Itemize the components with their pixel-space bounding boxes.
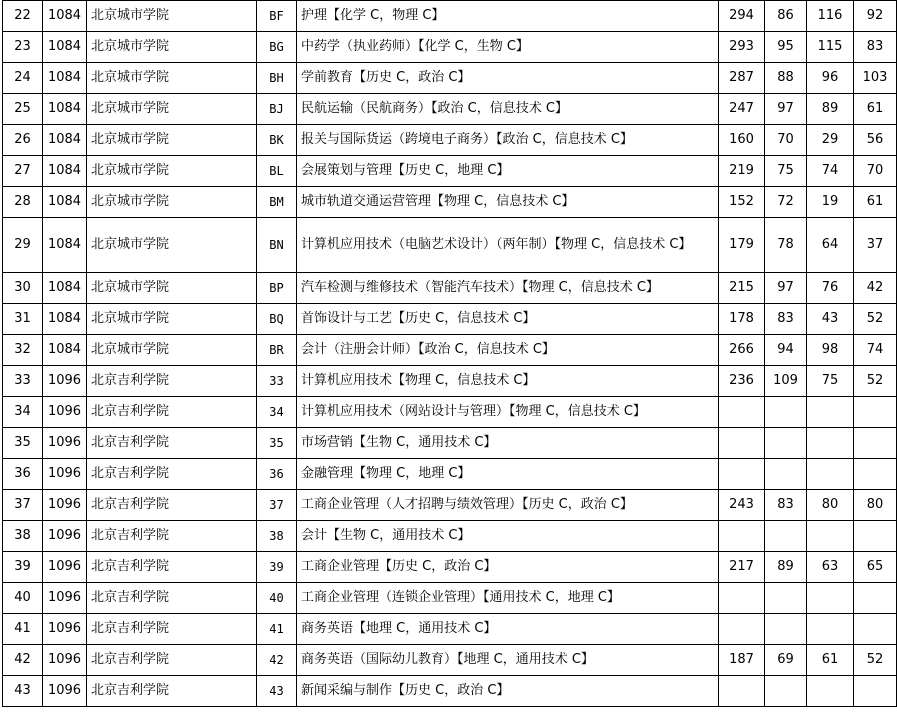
table-row <box>3 125 897 156</box>
row-number-cell: 39 <box>3 552 43 583</box>
school-code-cell: 1084 <box>43 273 87 304</box>
school-code-cell: 1096 <box>43 397 87 428</box>
school-name-cell: 北京吉利学院 <box>87 366 257 397</box>
table-row <box>3 32 897 63</box>
school-code-cell: 1084 <box>43 125 87 156</box>
major-name-cell: 工商企业管理（连锁企业管理）【通用技术 C，地理 C】 <box>297 583 719 614</box>
table-body <box>3 1 897 707</box>
score-2-cell: 29 <box>807 125 854 156</box>
row-number-cell: 25 <box>3 94 43 125</box>
score-3-cell <box>854 397 897 428</box>
row-number-cell: 35 <box>3 428 43 459</box>
score-1-cell: 83 <box>765 490 807 521</box>
table-row <box>3 676 897 707</box>
total-score-cell <box>719 583 765 614</box>
school-code-cell: 1084 <box>43 156 87 187</box>
school-name-cell: 北京吉利学院 <box>87 645 257 676</box>
major-code-cell: 37 <box>257 490 297 521</box>
major-code-cell: BL <box>257 156 297 187</box>
school-code-cell: 1084 <box>43 187 87 218</box>
table-row <box>3 428 897 459</box>
major-name-cell: 会计【生物 C，通用技术 C】 <box>297 521 719 552</box>
table-row <box>3 552 897 583</box>
score-2-cell: 61 <box>807 645 854 676</box>
school-name-cell: 北京城市学院 <box>87 335 257 366</box>
score-1-cell <box>765 583 807 614</box>
score-1-cell: 69 <box>765 645 807 676</box>
total-score-cell: 294 <box>719 1 765 32</box>
row-number-cell: 34 <box>3 397 43 428</box>
major-name-cell: 计算机应用技术（电脑艺术设计）（两年制）【物理 C，信息技术 C】 <box>297 218 719 273</box>
total-score-cell <box>719 614 765 645</box>
score-1-cell <box>765 676 807 707</box>
major-name-cell: 中药学（执业药师）【化学 C，生物 C】 <box>297 32 719 63</box>
major-code-cell: BG <box>257 32 297 63</box>
school-name-cell: 北京吉利学院 <box>87 459 257 490</box>
school-code-cell: 1084 <box>43 218 87 273</box>
total-score-cell <box>719 428 765 459</box>
major-code-cell: BQ <box>257 304 297 335</box>
major-name-cell: 学前教育【历史 C，政治 C】 <box>297 63 719 94</box>
row-number-cell: 24 <box>3 63 43 94</box>
major-code-cell: 43 <box>257 676 297 707</box>
score-1-cell <box>765 521 807 552</box>
school-code-cell: 1084 <box>43 63 87 94</box>
score-3-cell: 37 <box>854 218 897 273</box>
major-name-cell: 民航运输（民航商务）【政治 C，信息技术 C】 <box>297 94 719 125</box>
school-code-cell: 1084 <box>43 304 87 335</box>
score-2-cell: 76 <box>807 273 854 304</box>
school-code-cell: 1096 <box>43 459 87 490</box>
table-row <box>3 459 897 490</box>
row-number-cell: 30 <box>3 273 43 304</box>
score-1-cell: 86 <box>765 1 807 32</box>
score-1-cell: 89 <box>765 552 807 583</box>
major-code-cell: BJ <box>257 94 297 125</box>
table-row <box>3 335 897 366</box>
major-code-cell: 42 <box>257 645 297 676</box>
score-3-cell: 56 <box>854 125 897 156</box>
score-2-cell <box>807 397 854 428</box>
score-2-cell: 75 <box>807 366 854 397</box>
major-name-cell: 报关与国际货运（跨境电子商务）【政治 C，信息技术 C】 <box>297 125 719 156</box>
total-score-cell: 247 <box>719 94 765 125</box>
score-2-cell: 96 <box>807 63 854 94</box>
total-score-cell: 266 <box>719 335 765 366</box>
total-score-cell: 219 <box>719 156 765 187</box>
major-code-cell: BR <box>257 335 297 366</box>
row-number-cell: 29 <box>3 218 43 273</box>
row-number-cell: 27 <box>3 156 43 187</box>
score-2-cell: 74 <box>807 156 854 187</box>
school-code-cell: 1096 <box>43 583 87 614</box>
total-score-cell: 179 <box>719 218 765 273</box>
score-1-cell <box>765 614 807 645</box>
score-1-cell: 88 <box>765 63 807 94</box>
school-code-cell: 1096 <box>43 676 87 707</box>
score-1-cell: 95 <box>765 32 807 63</box>
table-row <box>3 366 897 397</box>
total-score-cell: 178 <box>719 304 765 335</box>
total-score-cell <box>719 459 765 490</box>
score-3-cell: 52 <box>854 304 897 335</box>
score-2-cell: 89 <box>807 94 854 125</box>
total-score-cell: 215 <box>719 273 765 304</box>
admission-table <box>2 0 897 707</box>
school-name-cell: 北京城市学院 <box>87 156 257 187</box>
school-code-cell: 1096 <box>43 366 87 397</box>
row-number-cell: 32 <box>3 335 43 366</box>
total-score-cell: 217 <box>719 552 765 583</box>
major-code-cell: BP <box>257 273 297 304</box>
major-name-cell: 计算机应用技术（网站设计与管理）【物理 C，信息技术 C】 <box>297 397 719 428</box>
major-name-cell: 商务英语（国际幼儿教育）【地理 C，通用技术 C】 <box>297 645 719 676</box>
row-number-cell: 26 <box>3 125 43 156</box>
table-row <box>3 156 897 187</box>
score-2-cell: 64 <box>807 218 854 273</box>
score-1-cell <box>765 397 807 428</box>
table-row <box>3 614 897 645</box>
row-number-cell: 36 <box>3 459 43 490</box>
score-2-cell <box>807 428 854 459</box>
major-code-cell: 36 <box>257 459 297 490</box>
row-number-cell: 41 <box>3 614 43 645</box>
table-row <box>3 187 897 218</box>
school-name-cell: 北京城市学院 <box>87 187 257 218</box>
total-score-cell <box>719 676 765 707</box>
score-2-cell: 80 <box>807 490 854 521</box>
score-1-cell: 72 <box>765 187 807 218</box>
major-name-cell: 计算机应用技术【物理 C，信息技术 C】 <box>297 366 719 397</box>
score-2-cell <box>807 676 854 707</box>
major-code-cell: BM <box>257 187 297 218</box>
major-code-cell: 40 <box>257 583 297 614</box>
school-name-cell: 北京吉利学院 <box>87 521 257 552</box>
school-code-cell: 1096 <box>43 521 87 552</box>
major-name-cell: 会计（注册会计师）【政治 C，信息技术 C】 <box>297 335 719 366</box>
table-row <box>3 94 897 125</box>
major-name-cell: 城市轨道交通运营管理【物理 C，信息技术 C】 <box>297 187 719 218</box>
score-2-cell <box>807 614 854 645</box>
score-3-cell: 103 <box>854 63 897 94</box>
row-number-cell: 40 <box>3 583 43 614</box>
score-1-cell: 97 <box>765 94 807 125</box>
school-name-cell: 北京吉利学院 <box>87 614 257 645</box>
school-code-cell: 1096 <box>43 645 87 676</box>
school-name-cell: 北京城市学院 <box>87 218 257 273</box>
score-3-cell: 61 <box>854 94 897 125</box>
score-1-cell: 109 <box>765 366 807 397</box>
total-score-cell: 236 <box>719 366 765 397</box>
major-name-cell: 工商企业管理【历史 C，政治 C】 <box>297 552 719 583</box>
school-code-cell: 1084 <box>43 94 87 125</box>
table-row <box>3 304 897 335</box>
major-name-cell: 市场营销【生物 C，通用技术 C】 <box>297 428 719 459</box>
major-code-cell: 33 <box>257 366 297 397</box>
total-score-cell: 152 <box>719 187 765 218</box>
school-name-cell: 北京吉利学院 <box>87 490 257 521</box>
row-number-cell: 33 <box>3 366 43 397</box>
school-code-cell: 1084 <box>43 32 87 63</box>
total-score-cell: 187 <box>719 645 765 676</box>
table-row <box>3 490 897 521</box>
total-score-cell: 287 <box>719 63 765 94</box>
row-number-cell: 38 <box>3 521 43 552</box>
score-2-cell: 43 <box>807 304 854 335</box>
score-3-cell <box>854 583 897 614</box>
score-2-cell <box>807 583 854 614</box>
major-code-cell: BF <box>257 1 297 32</box>
school-name-cell: 北京城市学院 <box>87 1 257 32</box>
score-3-cell: 80 <box>854 490 897 521</box>
major-name-cell: 汽车检测与维修技术（智能汽车技术）【物理 C，信息技术 C】 <box>297 273 719 304</box>
table-row <box>3 583 897 614</box>
major-code-cell: BN <box>257 218 297 273</box>
school-name-cell: 北京城市学院 <box>87 32 257 63</box>
score-3-cell <box>854 428 897 459</box>
score-3-cell: 74 <box>854 335 897 366</box>
score-1-cell: 94 <box>765 335 807 366</box>
row-number-cell: 31 <box>3 304 43 335</box>
score-1-cell <box>765 459 807 490</box>
score-2-cell <box>807 459 854 490</box>
major-name-cell: 首饰设计与工艺【历史 C，信息技术 C】 <box>297 304 719 335</box>
total-score-cell: 293 <box>719 32 765 63</box>
school-name-cell: 北京城市学院 <box>87 304 257 335</box>
major-name-cell: 护理【化学 C，物理 C】 <box>297 1 719 32</box>
major-name-cell: 商务英语【地理 C，通用技术 C】 <box>297 614 719 645</box>
score-3-cell: 70 <box>854 156 897 187</box>
score-3-cell: 92 <box>854 1 897 32</box>
score-3-cell <box>854 521 897 552</box>
score-3-cell: 42 <box>854 273 897 304</box>
major-code-cell: BK <box>257 125 297 156</box>
school-name-cell: 北京城市学院 <box>87 63 257 94</box>
score-3-cell: 61 <box>854 187 897 218</box>
school-code-cell: 1096 <box>43 614 87 645</box>
score-1-cell: 83 <box>765 304 807 335</box>
school-code-cell: 1084 <box>43 1 87 32</box>
score-2-cell: 63 <box>807 552 854 583</box>
school-name-cell: 北京吉利学院 <box>87 552 257 583</box>
score-3-cell: 52 <box>854 366 897 397</box>
score-2-cell: 98 <box>807 335 854 366</box>
school-code-cell: 1096 <box>43 490 87 521</box>
score-1-cell: 78 <box>765 218 807 273</box>
score-3-cell <box>854 676 897 707</box>
major-code-cell: BH <box>257 63 297 94</box>
table-row <box>3 1 897 32</box>
total-score-cell: 160 <box>719 125 765 156</box>
score-3-cell <box>854 614 897 645</box>
table-row <box>3 273 897 304</box>
score-2-cell <box>807 521 854 552</box>
school-code-cell: 1096 <box>43 552 87 583</box>
row-number-cell: 28 <box>3 187 43 218</box>
row-number-cell: 42 <box>3 645 43 676</box>
school-code-cell: 1084 <box>43 335 87 366</box>
major-code-cell: 39 <box>257 552 297 583</box>
school-name-cell: 北京吉利学院 <box>87 676 257 707</box>
major-name-cell: 金融管理【物理 C，地理 C】 <box>297 459 719 490</box>
score-1-cell: 75 <box>765 156 807 187</box>
total-score-cell: 243 <box>719 490 765 521</box>
total-score-cell <box>719 521 765 552</box>
score-3-cell: 65 <box>854 552 897 583</box>
major-code-cell: 35 <box>257 428 297 459</box>
row-number-cell: 22 <box>3 1 43 32</box>
table-row <box>3 218 897 273</box>
major-name-cell: 工商企业管理（人才招聘与绩效管理）【历史 C，政治 C】 <box>297 490 719 521</box>
score-3-cell <box>854 459 897 490</box>
school-name-cell: 北京城市学院 <box>87 94 257 125</box>
score-2-cell: 116 <box>807 1 854 32</box>
row-number-cell: 43 <box>3 676 43 707</box>
table-row <box>3 521 897 552</box>
row-number-cell: 37 <box>3 490 43 521</box>
table-row <box>3 397 897 428</box>
score-1-cell: 70 <box>765 125 807 156</box>
school-name-cell: 北京吉利学院 <box>87 428 257 459</box>
table-row <box>3 63 897 94</box>
row-number-cell: 23 <box>3 32 43 63</box>
table-row <box>3 645 897 676</box>
school-code-cell: 1096 <box>43 428 87 459</box>
major-code-cell: 34 <box>257 397 297 428</box>
major-code-cell: 41 <box>257 614 297 645</box>
school-name-cell: 北京吉利学院 <box>87 397 257 428</box>
score-3-cell: 52 <box>854 645 897 676</box>
school-name-cell: 北京城市学院 <box>87 273 257 304</box>
score-2-cell: 19 <box>807 187 854 218</box>
score-3-cell: 83 <box>854 32 897 63</box>
total-score-cell <box>719 397 765 428</box>
school-name-cell: 北京城市学院 <box>87 125 257 156</box>
major-code-cell: 38 <box>257 521 297 552</box>
score-1-cell: 97 <box>765 273 807 304</box>
major-name-cell: 新闻采编与制作【历史 C，政治 C】 <box>297 676 719 707</box>
score-1-cell <box>765 428 807 459</box>
major-name-cell: 会展策划与管理【历史 C，地理 C】 <box>297 156 719 187</box>
school-name-cell: 北京吉利学院 <box>87 583 257 614</box>
score-2-cell: 115 <box>807 32 854 63</box>
